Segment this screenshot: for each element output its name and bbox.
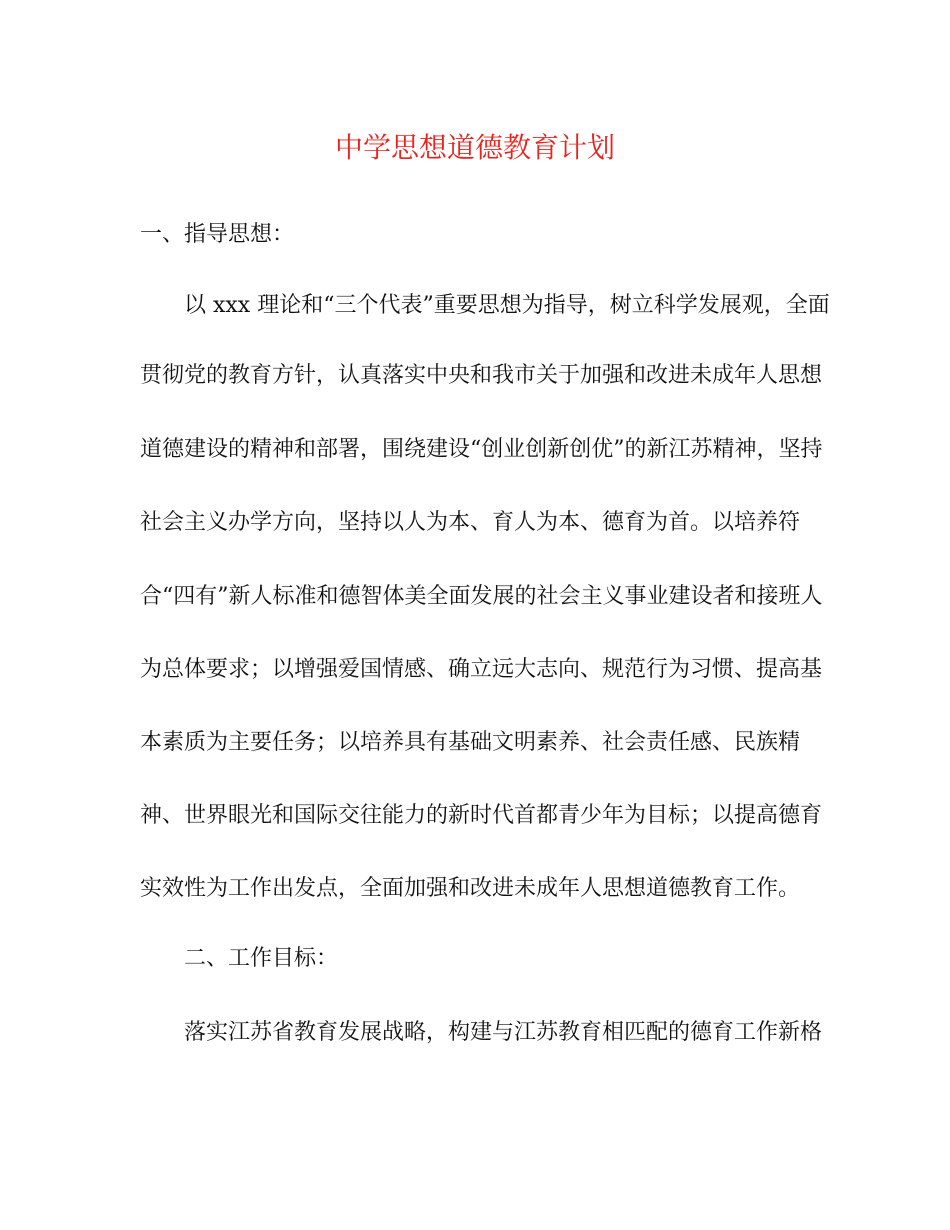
paragraph-line: 贯彻党的教育方针，认真落实中央和我市关于加强和改进未成年人思想	[140, 363, 823, 388]
paragraph-line: 以 xxx 理论和“三个代表”重要思想为指导，树立科学发展观，全面	[184, 293, 830, 318]
paragraph-line: 合“四有”新人标准和德智体美全面发展的社会主义事业建设者和接班人	[140, 584, 823, 609]
paragraph-line: 实效性为工作出发点，全面加强和改进未成年人思想道德教育工作。	[140, 876, 801, 901]
document-title: 中学思想道德教育计划	[334, 131, 615, 164]
section-heading-work-goals: 二、工作目标：	[184, 946, 339, 971]
paragraph-line: 神、世界眼光和国际交往能力的新时代首都青少年为目标；以提高德育	[140, 803, 823, 828]
paragraph-line: 社会主义办学方向，坚持以人为本、育人为本、德育为首。以培养符	[140, 510, 801, 535]
section-heading-guiding-ideology: 一、指导思想：	[140, 222, 295, 247]
paragraph-line: 为总体要求；以增强爱国情感、确立远大志向、规范行为习惯、提高基	[140, 657, 823, 682]
paragraph-line: 道德建设的精神和部署，围绕建设“创业创新创优”的新江苏精神，坚持	[140, 437, 823, 462]
paragraph-line: 本素质为主要任务；以培养具有基础文明素养、社会责任感、民族精	[140, 730, 801, 755]
paragraph-line: 落实江苏省教育发展战略，构建与江苏教育相匹配的德育工作新格	[184, 1020, 823, 1045]
